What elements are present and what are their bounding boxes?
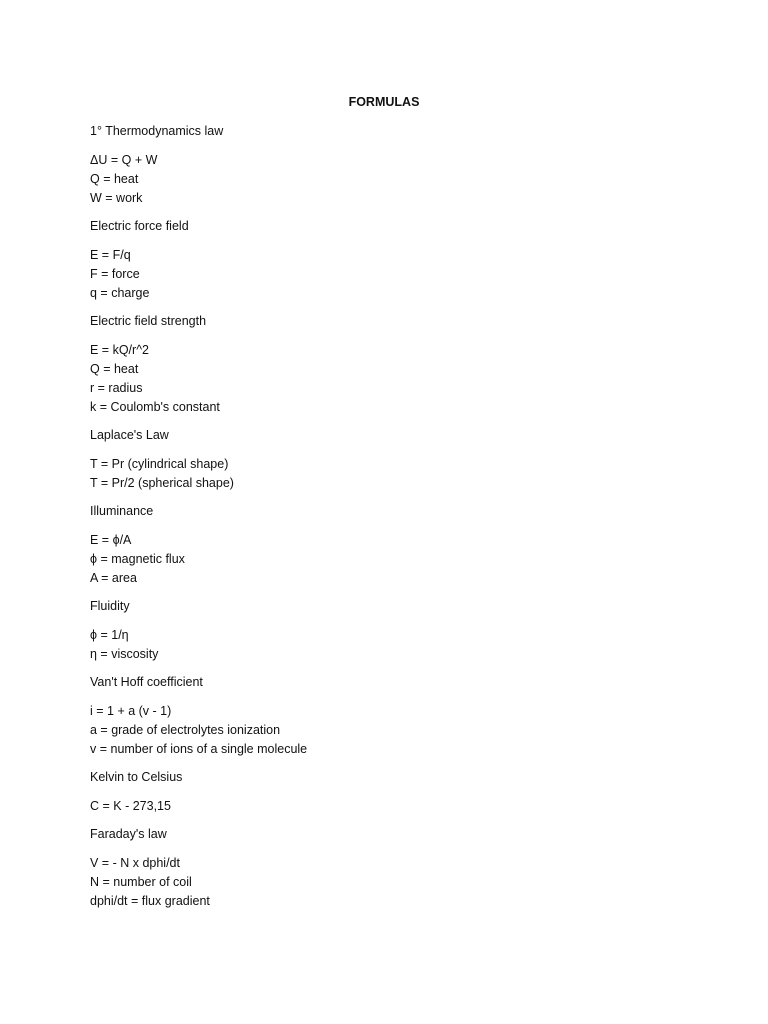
formula-line: q = charge <box>90 286 150 300</box>
formula-line: ϕ = magnetic flux <box>90 552 185 566</box>
section-lines <box>90 531 710 588</box>
section-laplace-law <box>90 426 710 493</box>
section-vant-hoff <box>90 673 710 759</box>
section-lines <box>90 626 710 664</box>
section-kelvin-to-celsius <box>90 768 710 816</box>
document-body <box>90 122 710 920</box>
section-heading: Kelvin to Celsius <box>90 770 183 784</box>
formula-line: a = grade of electrolytes ionization <box>90 723 281 737</box>
section-heading: Fluidity <box>90 599 130 613</box>
formula-line: k = Coulomb's constant <box>90 400 220 414</box>
formula-line: E = kQ/r^2 <box>90 343 150 357</box>
formula-line: v = number of ions of a single molecule <box>90 742 308 756</box>
section-lines <box>90 341 710 417</box>
formula-line: W = work <box>90 191 143 205</box>
section-heading: Laplace's Law <box>90 428 169 442</box>
section-lines <box>90 854 710 911</box>
section-lines <box>90 702 710 759</box>
formula-line: ΔU = Q + W <box>90 153 158 167</box>
section-lines <box>90 797 710 816</box>
formula-line: dphi/dt = flux gradient <box>90 894 210 908</box>
document-title: FORMULAS <box>348 95 420 109</box>
section-faraday-law <box>90 825 710 911</box>
formula-line: Q = heat <box>90 362 139 376</box>
formula-line: T = Pr (cylindrical shape) <box>90 457 229 471</box>
section-heading: 1° Thermodynamics law <box>90 124 224 138</box>
formula-line: A = area <box>90 571 137 585</box>
formula-line: η = viscosity <box>90 647 159 661</box>
section-heading: Electric force field <box>90 219 189 233</box>
formula-line: C = K - 273,15 <box>90 799 171 813</box>
formula-line: E = F/q <box>90 248 131 262</box>
section-heading: Van't Hoff coefficient <box>90 675 203 689</box>
section-fluidity <box>90 597 710 664</box>
section-lines <box>90 455 710 493</box>
section-electric-field-strength <box>90 312 710 417</box>
section-electric-force-field <box>90 217 710 303</box>
section-heading: Faraday's law <box>90 827 167 841</box>
section-illuminance <box>90 502 710 588</box>
formula-line: T = Pr/2 (spherical shape) <box>90 476 234 490</box>
section-lines <box>90 246 710 303</box>
section-lines <box>90 151 710 208</box>
formula-line: r = radius <box>90 381 143 395</box>
formula-line: E = ϕ/A <box>90 533 132 547</box>
section-heading: Illuminance <box>90 504 154 518</box>
formula-line: N = number of coil <box>90 875 192 889</box>
section-heading: Electric field strength <box>90 314 207 328</box>
formula-line: V = - N x dphi/dt <box>90 856 180 870</box>
formula-line: F = force <box>90 267 140 281</box>
formula-line: ϕ = 1/η <box>90 628 129 642</box>
formula-line: i = 1 + a (v - 1) <box>90 704 172 718</box>
formula-line: Q = heat <box>90 172 139 186</box>
section-thermodynamics <box>90 122 710 208</box>
